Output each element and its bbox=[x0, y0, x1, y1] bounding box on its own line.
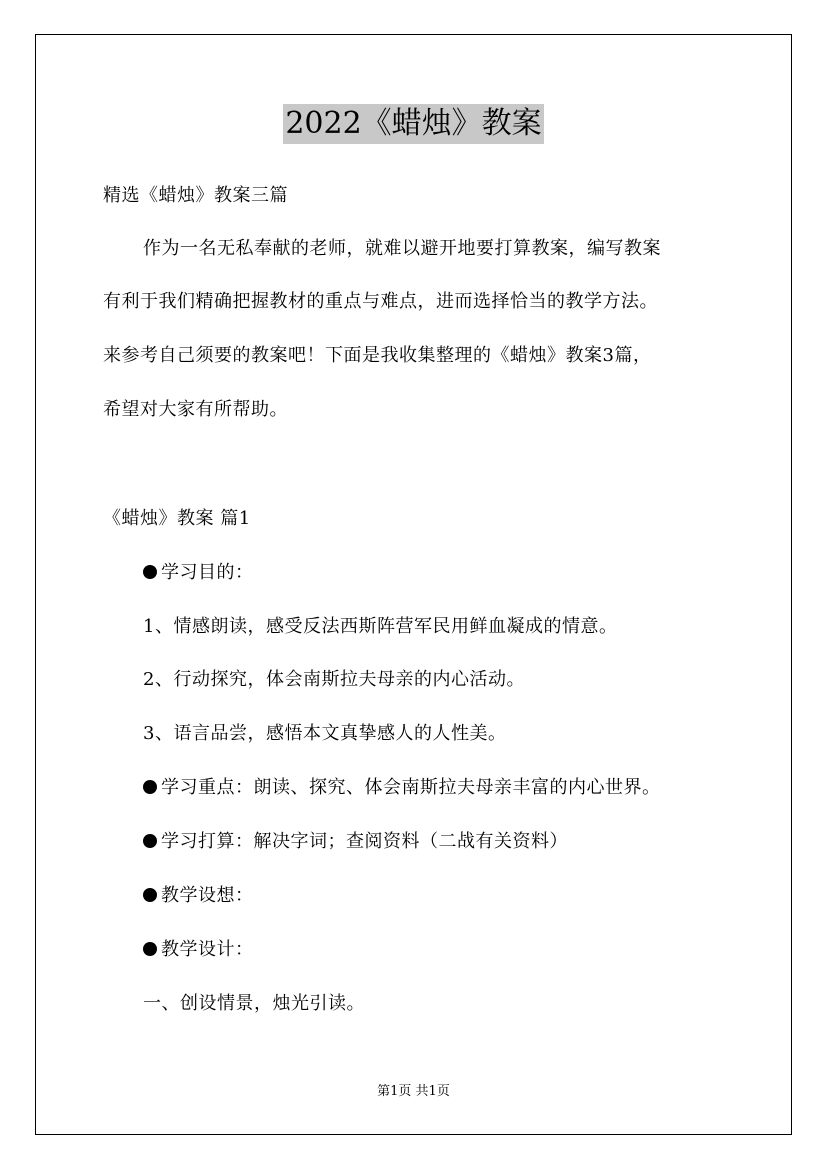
document-title-wrap bbox=[0, 104, 827, 144]
item-goal-1: 1、情感朗读，感受反法西斯阵营军民用鲜血凝成的情意。 bbox=[143, 616, 618, 637]
intro-line-3: 来参考自己须要的教案吧！下面是我收集整理的《蜡烛》教案3篇， bbox=[103, 345, 652, 366]
bullet-icon bbox=[143, 834, 157, 848]
bullet-icon bbox=[143, 565, 157, 579]
section-heading: 《蜡烛》教案 篇1 bbox=[103, 508, 251, 529]
intro-line-1: 作为一名无私奉献的老师，就难以避开地要打算教案，编写教案 bbox=[143, 238, 661, 259]
bullet-icon bbox=[143, 942, 157, 956]
subtitle: 精选《蜡烛》教案三篇 bbox=[103, 185, 288, 206]
item-teaching-idea: 教学设想： bbox=[143, 884, 254, 908]
item-preparation: 学习打算：解决字词；查阅资料（二战有关资料） bbox=[143, 830, 568, 854]
intro-line-2: 有利于我们精确把握教材的重点与难点，进而选择恰当的教学方法。 bbox=[103, 291, 658, 312]
item-goal-3: 3、语言品尝，感悟本文真挚感人的人性美。 bbox=[143, 723, 507, 744]
intro-line-4: 希望对大家有所帮助。 bbox=[103, 399, 288, 420]
item-key-points: 学习重点：朗读、探究、体会南斯拉夫母亲丰富的内心世界。 bbox=[143, 776, 661, 800]
document-title: 2022《蜡烛》教案 bbox=[283, 104, 543, 144]
page-footer: 第1页 共1页 bbox=[377, 1084, 450, 1099]
item-learning-goals: 学习目的： bbox=[143, 561, 254, 585]
item-goal-2: 2、行动探究，体会南斯拉夫母亲的内心活动。 bbox=[143, 669, 525, 690]
item-step-1: 一、创设情景，烛光引读。 bbox=[143, 993, 365, 1014]
bullet-icon bbox=[143, 780, 157, 794]
bullet-icon bbox=[143, 888, 157, 902]
item-teaching-design: 教学设计： bbox=[143, 938, 254, 962]
